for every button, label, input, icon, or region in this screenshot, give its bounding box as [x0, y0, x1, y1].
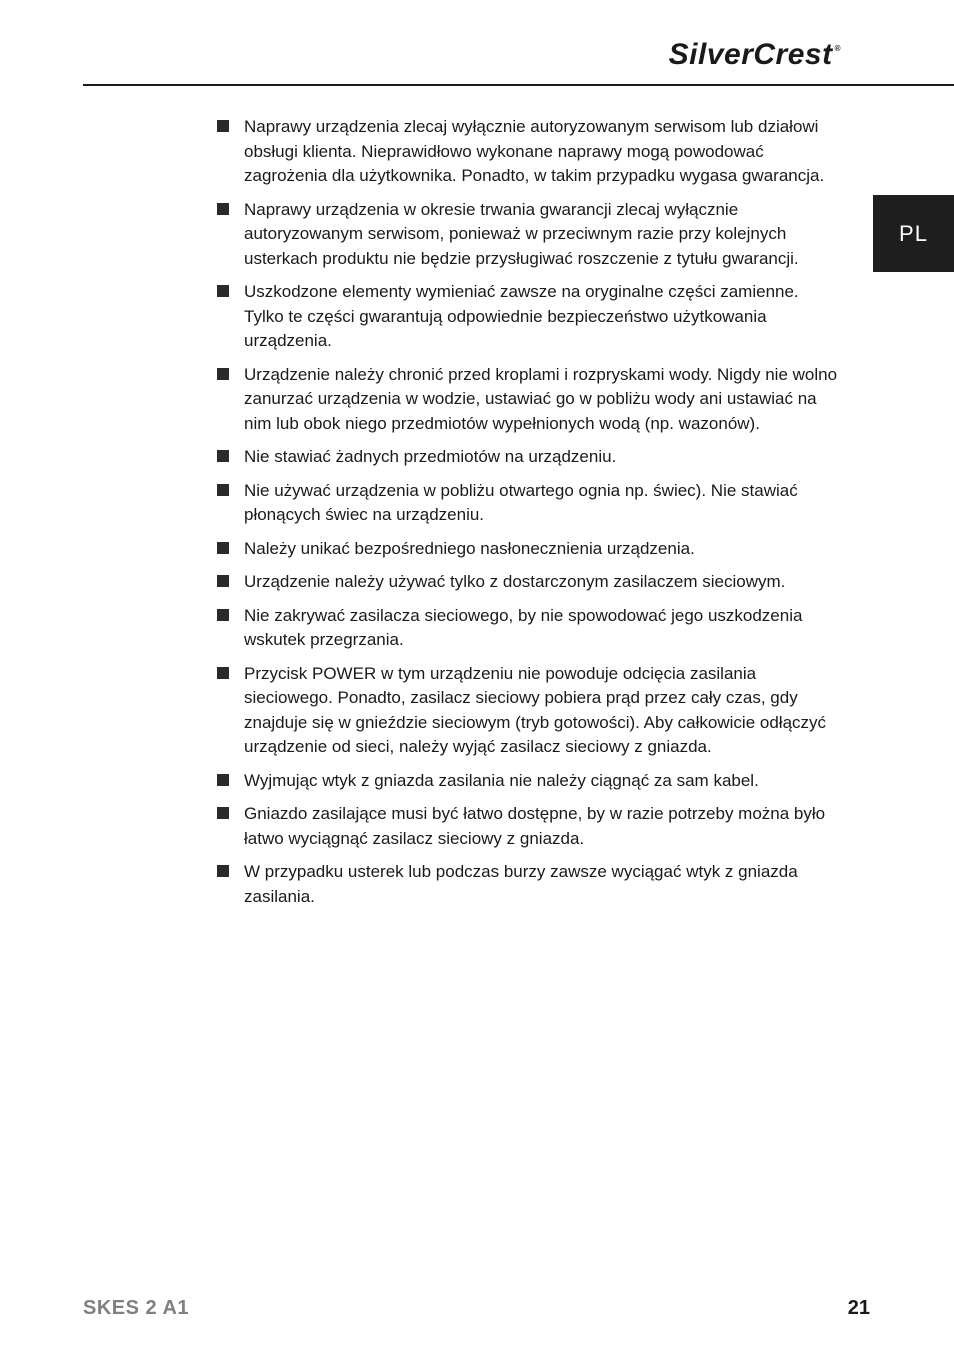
square-bullet-icon	[217, 120, 229, 132]
list-item	[217, 537, 842, 562]
list-item	[217, 280, 842, 354]
footer-model-number: SKES 2 A1	[83, 1297, 190, 1319]
list-item-text: Naprawy urządzenia w okresie trwania gwarancji zlecaj wyłącznie autoryzowanym serwisom, ponieważ w przeciwnym razie przy kolejnych usterkach produktu nie będzie przysługiwać roszczenie z tytułu gwarancji.	[244, 199, 799, 268]
square-bullet-icon	[217, 774, 229, 786]
square-bullet-icon	[217, 484, 229, 496]
safety-instructions-list	[217, 115, 842, 918]
square-bullet-icon	[217, 575, 229, 587]
list-item-text: W przypadku usterek lub podczas burzy zawsze wyciągać wtyk z gniazda zasilania.	[244, 862, 798, 906]
square-bullet-icon	[217, 667, 229, 679]
square-bullet-icon	[217, 609, 229, 621]
language-tab: PL	[873, 195, 954, 272]
square-bullet-icon	[217, 203, 229, 215]
list-item-text: Naprawy urządzenia zlecaj wyłącznie autoryzowanym serwisom lub działowi obsługi klienta. Nieprawidłowo wykonane naprawy mogą powodować zagrożenia dla użytkownika. Ponadto, w takim przypadku wygasa gwarancja.	[244, 117, 825, 185]
square-bullet-icon	[217, 807, 229, 819]
list-item	[217, 604, 842, 653]
list-item	[217, 570, 842, 595]
list-item-text: Nie używać urządzenia w pobliżu otwartego ognia np. świec). Nie stawiać płonących świec na urządzeniu.	[244, 480, 798, 524]
list-item	[217, 363, 842, 437]
list-item-text: Gniazdo zasilające musi być łatwo dostępne, by w razie potrzeby można było łatwo wyciągnąć zasilacz sieciowy z gniazda.	[244, 804, 826, 848]
brand-name: SilverCrest	[668, 38, 833, 71]
registered-mark: ®	[834, 44, 841, 53]
list-item	[217, 769, 842, 794]
list-item	[217, 662, 842, 760]
square-bullet-icon	[217, 542, 229, 554]
brand-logo	[669, 38, 841, 72]
list-item	[217, 860, 842, 909]
list-item	[217, 445, 842, 470]
list-item	[217, 802, 842, 851]
list-item-text: Przycisk POWER w tym urządzeniu nie powoduje odcięcia zasilania sieciowego. Ponadto, zasilacz sieciowy pobiera prąd przez cały czas, gdy znajduje się w gnieździe sieciowym (tryb gotowości). Aby całkowicie odłączyć urządzenie od sieci, należy wyjąć zasilacz sieciowy z gniazda.	[244, 663, 827, 756]
square-bullet-icon	[217, 865, 229, 877]
list-item-text: Nie zakrywać zasilacza sieciowego, by nie spowodować jego uszkodzenia wskutek przegrzania.	[244, 605, 803, 649]
list-item	[217, 479, 842, 528]
list-item-text: Urządzenie należy chronić przed kroplami i rozpryskami wody. Nigdy nie wolno zanurzać urządzenia w wodzie, ustawiać go w pobliżu wody ani ustawiać na nim lub obok niego przedmiotów wypełnionych wodą (np. wazonów).	[244, 364, 838, 433]
list-item-text: Nie stawiać żadnych przedmiotów na urządzeniu.	[244, 447, 617, 466]
header-divider	[83, 84, 954, 86]
square-bullet-icon	[217, 368, 229, 380]
square-bullet-icon	[217, 450, 229, 462]
list-item-text: Urządzenie należy używać tylko z dostarczonym zasilaczem sieciowym.	[244, 572, 786, 591]
list-item-text: Uszkodzone elementy wymieniać zawsze na oryginalne części zamienne. Tylko te części gwarantują odpowiednie bezpieczeństwo użytkowania urządzenia.	[244, 282, 799, 350]
list-item	[217, 198, 842, 272]
list-item-text: Wyjmując wtyk z gniazda zasilania nie należy ciągnąć za sam kabel.	[244, 770, 759, 790]
list-item-text: Należy unikać bezpośredniego nasłonecznienia urządzenia.	[244, 538, 695, 558]
list-item	[217, 115, 842, 189]
page-number: 21	[847, 1297, 870, 1319]
square-bullet-icon	[217, 285, 229, 297]
